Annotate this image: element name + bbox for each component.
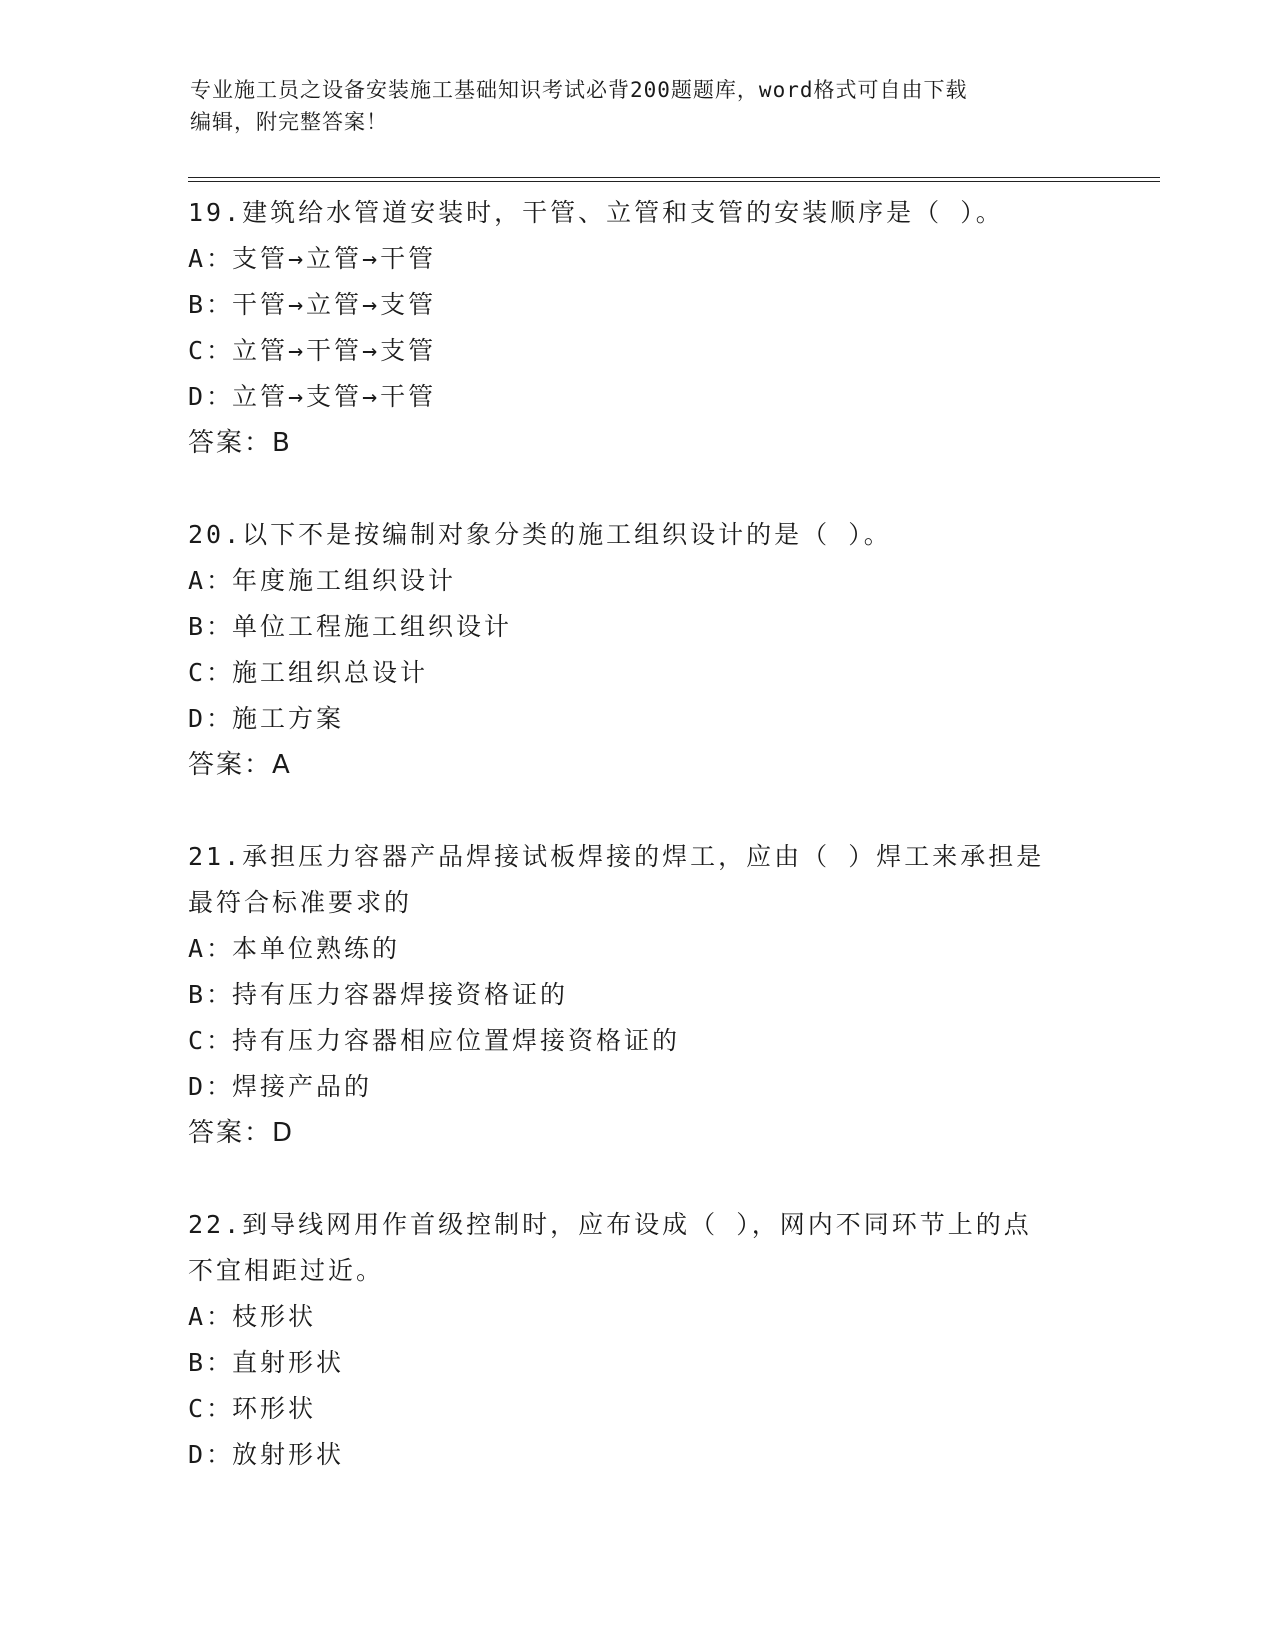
question-number: 20. <box>188 520 243 549</box>
question-text: 以下不是按编制对象分类的施工组织设计的是（ ）。 <box>242 520 892 549</box>
option-d <box>188 374 1088 420</box>
answer-line: 答案：D <box>188 1118 295 1148</box>
option-d <box>188 1064 1088 1110</box>
option-a <box>188 1294 1088 1340</box>
question-number: 21. <box>188 842 243 871</box>
header-title-line-1: 专业施工员之设备安装施工基础知识考试必背200题题库，word格式可自由下载 <box>190 78 968 102</box>
option-a <box>188 558 1088 604</box>
question-text-line-1: 到导线网用作首级控制时，应布设成（ ），网内不同环节上的点 <box>242 1210 1032 1239</box>
question-text-line-1: 承担压力容器产品焊接试板焊接的焊工，应由（ ）焊工来承担是 <box>242 842 1045 871</box>
option-label: B： <box>188 1348 235 1377</box>
question-19 <box>188 190 1088 466</box>
question-number: 19. <box>188 198 243 227</box>
question-21 <box>188 834 1088 1156</box>
option-c <box>188 1386 1088 1432</box>
question-number: 22. <box>188 1210 243 1239</box>
option-label: A： <box>188 934 235 963</box>
question-stem <box>188 512 1088 558</box>
option-c <box>188 1018 1088 1064</box>
option-d <box>188 1432 1088 1478</box>
option-label: D： <box>188 1440 235 1469</box>
option-label: A： <box>188 244 235 273</box>
option-text: 放射形状 <box>232 1440 345 1469</box>
option-label: C： <box>188 1026 235 1055</box>
option-label: C： <box>188 336 235 365</box>
option-label: B： <box>188 612 235 641</box>
option-text: 持有压力容器相应位置焊接资格证的 <box>232 1026 681 1055</box>
answer-line: 答案：B <box>188 428 292 458</box>
option-d <box>188 696 1088 742</box>
option-text: 立管→干管→支管 <box>232 336 437 365</box>
option-label: C： <box>188 658 235 687</box>
option-text: 年度施工组织设计 <box>232 566 457 595</box>
option-text: 支管→立管→干管 <box>232 244 437 273</box>
question-text: 建筑给水管道安装时，干管、立管和支管的安装顺序是（ ）。 <box>242 198 1004 227</box>
document-header <box>190 74 1090 138</box>
option-text: 焊接产品的 <box>232 1072 373 1101</box>
option-label: B： <box>188 980 235 1009</box>
option-c <box>188 328 1088 374</box>
question-text-line-2: 不宜相距过近。 <box>188 1256 385 1285</box>
option-label: D： <box>188 1072 235 1101</box>
option-label: D： <box>188 704 235 733</box>
option-text: 直射形状 <box>232 1348 345 1377</box>
option-b <box>188 604 1088 650</box>
option-text: 枝形状 <box>232 1302 317 1331</box>
option-b <box>188 282 1088 328</box>
question-stem <box>188 834 1088 880</box>
option-text: 施工组织总设计 <box>232 658 429 687</box>
question-20 <box>188 512 1088 788</box>
question-list <box>188 190 1088 1478</box>
option-text: 施工方案 <box>232 704 345 733</box>
option-label: B： <box>188 290 235 319</box>
option-text: 环形状 <box>232 1394 317 1423</box>
option-text: 持有压力容器焊接资格证的 <box>232 980 569 1009</box>
option-label: D： <box>188 382 235 411</box>
option-text: 立管→支管→干管 <box>232 382 437 411</box>
option-c <box>188 650 1088 696</box>
option-label: A： <box>188 566 235 595</box>
question-stem <box>188 1202 1088 1248</box>
question-text-line-2: 最符合标准要求的 <box>188 888 413 917</box>
option-text: 单位工程施工组织设计 <box>232 612 513 641</box>
option-b <box>188 1340 1088 1386</box>
option-b <box>188 972 1088 1018</box>
option-a <box>188 926 1088 972</box>
option-text: 本单位熟练的 <box>232 934 401 963</box>
header-title-line-2: 编辑，附完整答案！ <box>190 110 388 134</box>
question-22 <box>188 1202 1088 1478</box>
option-text: 干管→立管→支管 <box>232 290 437 319</box>
option-a <box>188 236 1088 282</box>
option-label: A： <box>188 1302 235 1331</box>
answer-line: 答案：A <box>188 750 292 780</box>
option-label: C： <box>188 1394 235 1423</box>
header-divider <box>188 177 1160 182</box>
question-stem <box>188 190 1088 236</box>
